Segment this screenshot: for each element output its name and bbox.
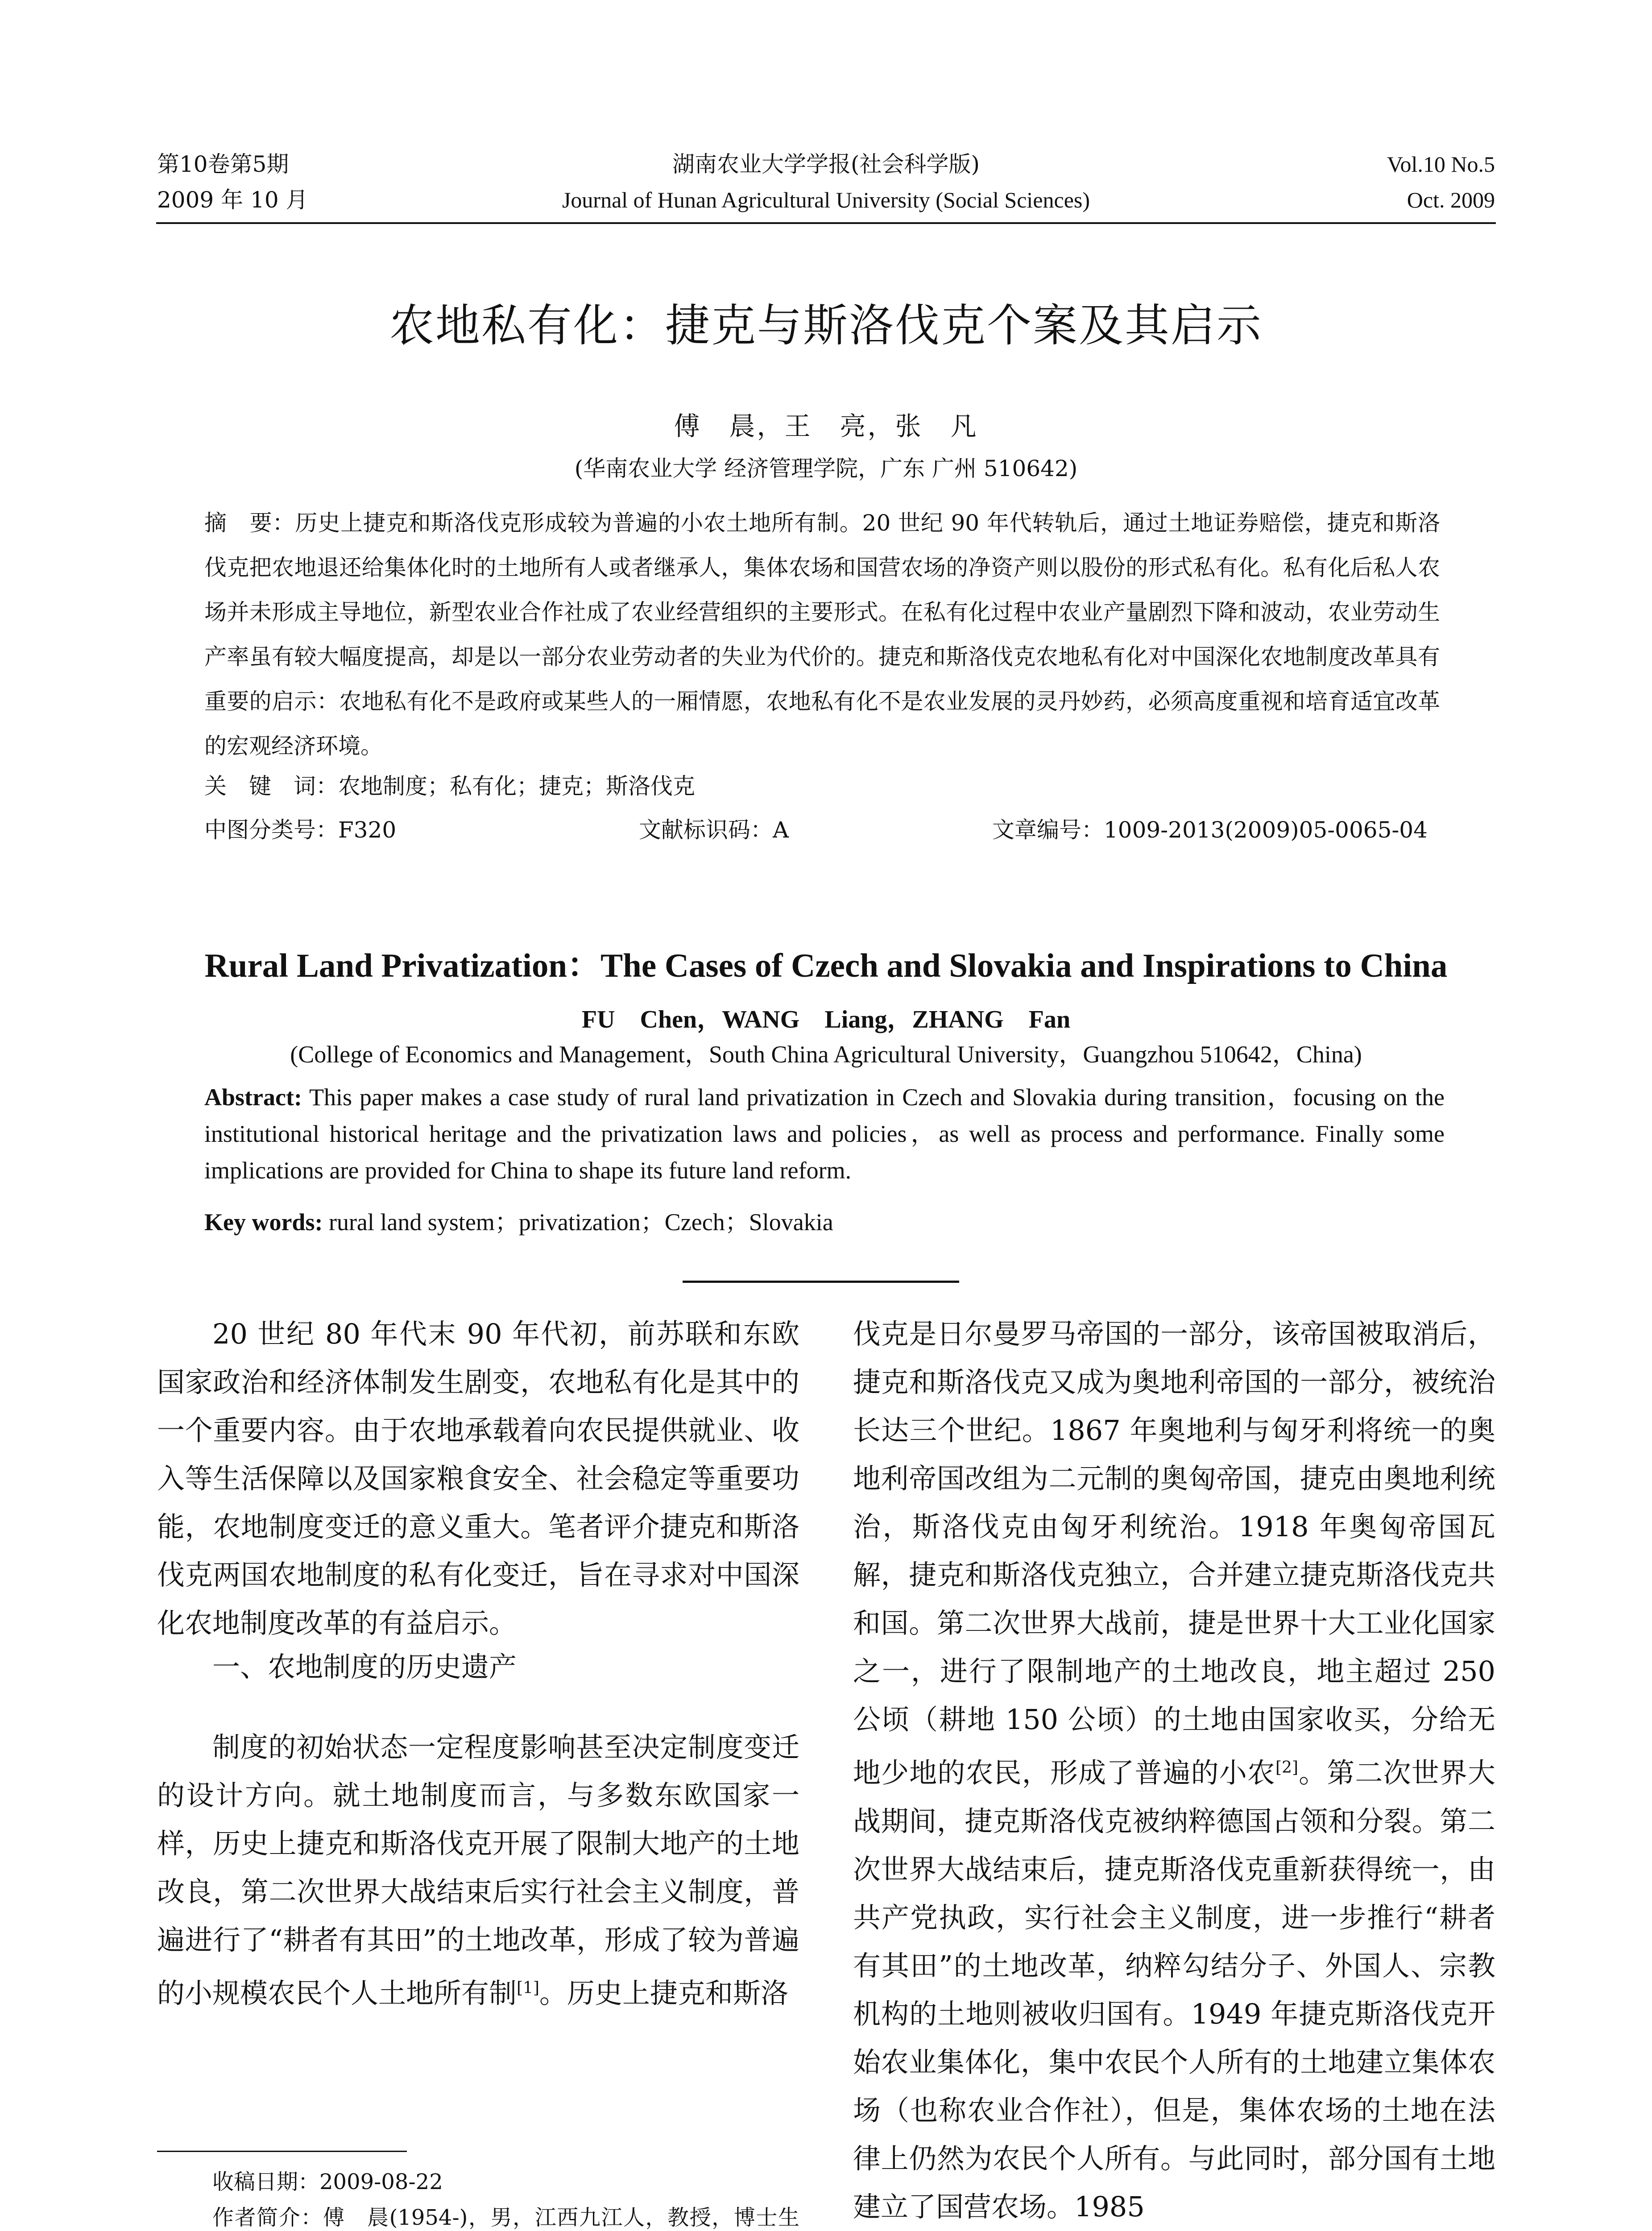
abstract-en <box>204 1079 1445 1189</box>
clc-label: 中图分类号： <box>204 817 338 843</box>
doc-code <box>639 812 789 844</box>
article-label: 文章编号： <box>992 817 1104 843</box>
keywords-cn-label: 关 键 词： <box>204 773 338 799</box>
author-bio: 作者简介：傅 晨(1954-)，男，江西九江人，教授，博士生 <box>212 2205 799 2230</box>
keywords-en <box>204 1204 1445 1240</box>
clc-number <box>204 812 396 844</box>
doc-value: A <box>773 817 789 843</box>
section-1-text: 制度的初始状态一定程度影响甚至决定制度变迁的设计方向。就土地制度而言，与多数东欧国家一样，历史上捷克和斯洛伐克开展了限制大地产的土地改良，第二次世界大战结束后实行社会主义制度，普遍进行了“耕者有其田”的土地改革，形成了较为普遍的小规模农民个人土地所有制 <box>157 1731 799 2010</box>
right-text-1: 伐克是日尔曼罗马帝国的一部分，该帝国被取消后，捷克和斯洛伐克又成为奥地利帝国的一部分，被统治长达三个世纪。1867 年奥地利与匈牙利将统一的奥地利帝国改组为二元制的奥匈帝国，捷克由奥地利统治，斯洛伐克由匈牙利统治。1918 年奥匈帝国瓦解，捷克和斯洛伐克独立，合并建立捷克斯洛伐克共和国。第二次世界大战前，捷是世界十大工业化国家之一，进行了限制地产的土地改良，地主超过 250 公顷（耕地 150 公顷）的土地由国家收买，分给无地少地的农民，形成了普遍的小农 <box>853 1318 1495 1789</box>
right-text-2: 。第二次世界大战期间，捷克斯洛伐克被纳粹德国占领和分裂。第二次世界大战结束后，捷克斯洛伐克重新获得统一，由共产党执政，实行社会主义制度，进一步推行“耕者有其田”的土地改革，纳粹勾结分子、外国人、宗教机构的土地则被收归国有。1949 年捷克斯洛伐克开始农业集体化，集中农民个人所有的土地建立集体农场（也称农业合作社），但是，集体农场的土地在法律上仍然为农民个人所有。与此同时，部分国有土地建立了国营农场。1985 <box>853 1756 1495 2223</box>
authors-en: FU Chen，WANG Liang，ZHANG Fan <box>581 1006 1071 1033</box>
date-cn: 2009 年 10 月 <box>157 187 308 213</box>
abstract-cn <box>204 501 1440 768</box>
citation-2: [2] <box>1275 1758 1299 1777</box>
section-1-paragraph <box>157 1723 799 2018</box>
abstract-cn-text: 历史上捷克和斯洛伐克形成较为普遍的小农土地所有制。20 世纪 90 年代转轨后，通过土地证券赔偿，捷克和斯洛伐克把农地退还给集体化时的土地所有人或者继承人，集体农场和国营农场的净资产则以股份的形式私有化。私有化后私人农场并未形成主导地位，新型农业合作社成了农业经营组织的主要形式。在私有化过程中农业产量剧烈下降和波动，农业劳动生产率虽有较大幅度提高，却是以一部分农业劳动者的失业为代价的。捷克和斯洛伐克农地私有化对中国深化农地制度改革具有重要的启示：农地私有化不是政府或某些人的一厢情愿，农地私有化不是农业发展的灵丹妙药，必须高度重视和培育适宜改革的宏观经济环境。 <box>204 510 1440 759</box>
intro-paragraph: 20 世纪 80 年代末 90 年代初，前苏联和东欧国家政治和经济体制发生剧变，农地私有化是其中的一个重要内容。由于农地承载着向农民提供就业、收入等生活保障以及国家粮食安全、社会稳定等重要功能，农地制度变迁的意义重大。笔者评介捷克和斯洛伐克两国农地制度的私有化变迁，旨在寻求对中国深化农地制度改革的有益启示。 <box>157 1318 799 1639</box>
citation-1: [1] <box>517 1979 540 1997</box>
abstract-en-text: This paper makes a case study of rural land privatization in Czech and Slovakia during transition，focusing on the institutional historical heritage and the privatization laws and policies，as well as process and performance. Finally some implications are provided for China to shape its future land reform. <box>204 1084 1445 1184</box>
article-number <box>992 812 1428 844</box>
keywords-cn <box>204 764 1440 809</box>
keywords-cn-text: 农地制度；私有化；捷克；斯洛伐克 <box>338 773 695 799</box>
affiliation-en: (College of Economics and Management，South China Agricultural University，Guangzhou 510642，China) <box>290 1041 1362 1068</box>
received-date: 收稿日期：2009-08-22 <box>212 2169 443 2194</box>
volume-en: Vol.10 No.5 <box>1387 152 1495 177</box>
left-column <box>157 1310 799 1647</box>
right-column <box>853 1310 1495 2231</box>
section-heading-1: 一、农地制度的历史遗产 <box>212 1650 517 1683</box>
section-1-tail: 。历史上捷克和斯洛 <box>539 1977 789 2010</box>
right-paragraph <box>853 1310 1495 2231</box>
separator-rule <box>683 1281 959 1283</box>
date-en: Oct. 2009 <box>1407 187 1495 212</box>
doc-label: 文献标识码： <box>639 817 773 843</box>
abstract-en-label: Abstract: <box>204 1084 302 1111</box>
volume-issue: 第10卷第5期 <box>157 151 289 177</box>
abstract-cn-label: 摘 要： <box>204 510 295 536</box>
affiliation-cn: (华南农业大学 经济管理学院，广东 广州 510642) <box>574 456 1078 481</box>
clc-value: F320 <box>338 817 397 843</box>
paper-title-cn: 农地私有化：捷克与斯洛伐克个案及其启示 <box>389 299 1263 352</box>
authors-cn: 傅 晨，王 亮，张 凡 <box>674 411 978 441</box>
paper-title-en: Rural Land Privatization：The Cases of Czech and Slovakia and Inspirations to China <box>204 947 1448 984</box>
journal-title-cn: 湖南农业大学学报(社会科学版) <box>672 151 980 177</box>
keywords-en-text: rural land system；privatization；Czech；Slovakia <box>328 1209 833 1236</box>
journal-title-en: Journal of Hunan Agricultural University (Social Sciences) <box>562 187 1090 212</box>
keywords-en-label: Key words: <box>204 1209 323 1236</box>
footnote-rule <box>157 2151 407 2152</box>
header-rule <box>156 222 1496 224</box>
article-value: 1009-2013(2009)05-0065-04 <box>1104 817 1428 843</box>
left-column-section <box>157 1723 799 2018</box>
